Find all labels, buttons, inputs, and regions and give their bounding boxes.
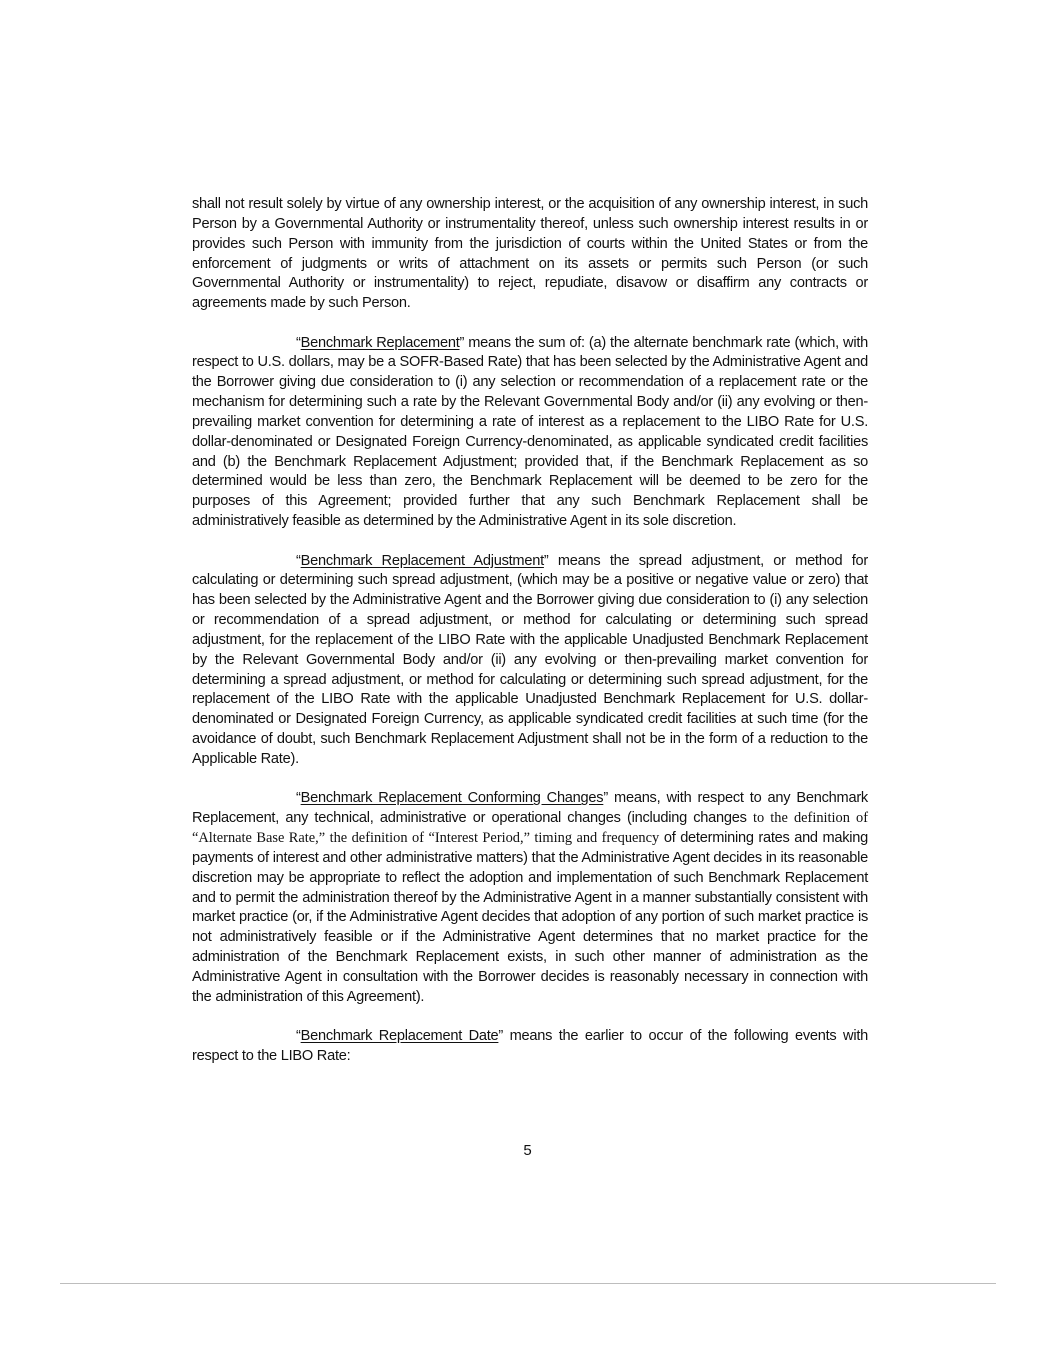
definition-text: means, with respect to any Benchmark Replacement, any technical, administrative or operational changes (including changes — [192, 790, 868, 827]
close-quote: ” — [498, 1028, 504, 1045]
page-divider — [60, 1283, 996, 1284]
close-quote: ” — [603, 790, 608, 807]
definition-text: of determining rates and making payments of interest and other administrative matters) that the Administrative Agent decides in its reasonable discretion may be appropriate to reflect the adoption and implementation of such Benchmark Replacement and to permit the administration thereof by the Administrative Agent in a manner substantially consistent with market practice (or, if the Administrative Agent decides that adoption of any portion of such market practice is not administratively feasible or if the Administrative Agent determines that no market practice for the administration of the Benchmark Replacement exists, in such other manner of administration as the Administrative Agent in consultation with the Borrower decides is reasonably necessary in connection with the administration of this Agreement). — [192, 829, 868, 1005]
defined-term: Benchmark Replacement — [300, 334, 460, 351]
defined-term: Benchmark Replacement Adjustment — [300, 552, 544, 569]
page-number: 5 — [523, 1142, 532, 1159]
paragraph-text: shall not result solely by virtue of any ownership interest, or the acquisition of any ownership interest, in such Person by a Governmental Authority or instrumentality thereof, unless such ownership interest results in or provides such Person with immunity from the jurisdiction of courts within the United States or from the enforcement of judgments or writs of attachment on its assets or permits such Person (or such Governmental Authority or instrumentality) to reject, repudiate, disavow or disaffirm any contracts or agreements made by such Person. — [192, 196, 868, 312]
definition-benchmark-replacement-date — [192, 1027, 868, 1067]
open-quote: “ — [296, 790, 301, 807]
definition-benchmark-replacement-adjustment — [192, 552, 868, 770]
definition-benchmark-replacement — [192, 334, 868, 532]
defined-term: Benchmark Replacement Date — [300, 1028, 499, 1045]
close-quote: ” — [459, 334, 465, 351]
defined-term: Benchmark Replacement Conforming Changes — [300, 790, 604, 807]
definition-text-serif: to the definition of “Alternate Base Rate,” the definition of “Interest Period,” timing and frequency — [192, 810, 868, 846]
page-body — [192, 195, 868, 1086]
close-quote: ” — [543, 552, 549, 569]
definition-benchmark-replacement-conforming-changes — [192, 789, 868, 1007]
open-quote: “ — [296, 552, 301, 569]
open-quote: “ — [296, 1028, 301, 1045]
definition-text: means the spread adjustment, or method for calculating or determining such spread adjustment, (which may be a positive or negative value or zero) that has been selected by the Administrative Agent and the Borrower giving due consideration to (i) any selection or recommendation of a spread adjustment, or method for calculating or determining such spread adjustment, for the replacement of the LIBO Rate with the applicable Unadjusted Benchmark Replacement by the Relevant Governmental Body and/or (ii) any evolving or then-prevailing market convention for determining a spread adjustment, or method for calculating or determining such spread adjustment, for the replacement of the LIBO Rate with the applicable Unadjusted Benchmark Replacement for U.S. dollar-denominated or Designated Foreign Currency, as applicable syndicated credit facilities at such time (for the avoidance of doubt, such Benchmark Replacement Adjustment shall not be in the form of a reduction to the Applicable Rate). — [192, 552, 868, 767]
definition-text: means the sum of: (a) the alternate benchmark rate (which, with respect to U.S. dollars, may be a SOFR-Based Rate) that has been selected by the Administrative Agent and the Borrower giving due consideration to (i) any selection or recommendation of a replacement rate or the mechanism for determining such a rate by the Relevant Governmental Body and/or (ii) any evolving or then-prevailing market convention for determining a rate of interest as a replacement to the LIBO Rate for U.S. dollar-denominated or Designated Foreign Currency-denominated, as applicable syndicated credit facilities and (b) the Benchmark Replacement Adjustment; provided that, if the Benchmark Replacement as so determined would be less than zero, the Benchmark Replacement will be deemed to be zero for the purposes of this Agreement; provided further that any such Benchmark Replacement shall be administratively feasible as determined by the Administrative Agent in its sole discretion. — [192, 334, 868, 530]
paragraph-ownership-interest — [192, 195, 868, 314]
open-quote: “ — [296, 334, 301, 351]
definition-text: means the earlier to occur of the following events with respect to the LIBO Rate: — [192, 1028, 868, 1064]
